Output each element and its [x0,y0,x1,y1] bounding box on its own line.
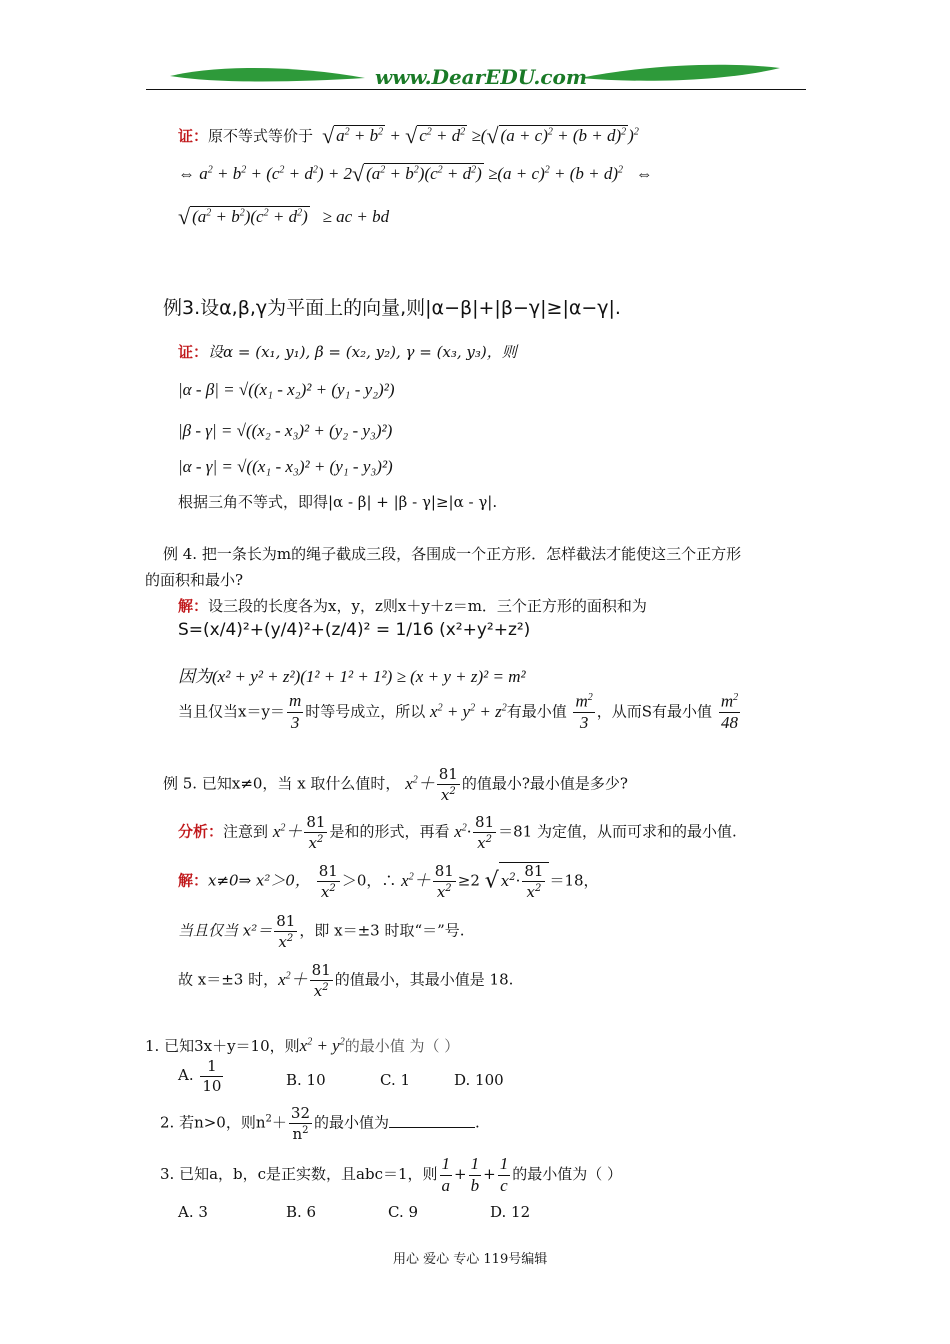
q3-option-c: C. 9 [388,1203,419,1221]
q1-option-a: A. $\frac{1}{10}$ [178,1057,222,1095]
proof-line-3: √ $(a^2 + b^2)(c^2 + d^2)$ ≥ ac + bd [178,204,390,229]
page-footer: 用心 爱心 专心 119号编辑 [393,1252,548,1267]
q3-option-b: B. 6 [286,1203,317,1221]
ex3-line-2: |α - β| = √((x₁ - x₂)² + (y₁ - y₂)²) [178,380,395,399]
ex4-line-2: S=(x/4)²+(y/4)²+(z/4)² = 1/16 (x²+y²+z²) [178,620,531,640]
header-rule [146,89,806,90]
ex4-title-1: 例 4. 把一条长为m的绳子截成三段，各围成一个正方形．怎样截法才能使这三个正方形 [163,545,742,563]
ex4-line-1: 解：设三段的长度各为x，y，z则x＋y＋z＝m．三个正方形的面积和为 [178,597,647,615]
proof-line-1: 证：原不等式等价于 √ $a^2 + b^2$ + √ $c^2 + d^2$ ≥(√ $(a + c)^2 + (b + d)^2$ )$^2$ [178,123,639,148]
left-leaf-swoosh [170,68,365,82]
q1-option-d: D. 100 [454,1071,504,1089]
q3-option-d: D. 12 [490,1203,531,1221]
ex3-title: 例3.设α,β,γ为平面上的向量,则|α−β|+|β−γ|≥|α−γ|. [163,297,621,319]
q1-option-c: C. 1 [380,1071,411,1089]
ex3-line-4: |α - γ| = √((x₁ - x₃)² + (y₁ - y₃)²) [178,457,393,476]
ex4-title-2: 的面积和最小? [145,571,244,589]
header-logo [160,58,790,92]
ex5-solution: 解：x≠0⇒ x²＞0， $\frac{81}{x^2}$ ＞0，∴ $x^2+$ $\frac{81}{x^2}$ ≥2 √ $x^2\cdot$ $\frac{81}{x^2}$ ＝18， [178,862,599,901]
right-leaf-swoosh [580,65,780,81]
q2-stem: 2. 若n>0，则$n^2+$ $\frac{32}{n^2}$ 的最小值为 . [160,1104,480,1143]
ex5-conclusion: 故 x＝±3 时，$x^2+$ $\frac{81}{x^2}$ 的值最小，其最小值是 18. [178,961,514,1000]
proof-line-2: ⇔ $a^2 + b^2 + (c^2 + d^2) + 2√$ $(a^2 + b^2)(c^2 + d^2) \ge(a + c)^2 + (b + d)^2$ ⇔ [178,161,653,186]
q3-option-a: A. 3 [178,1203,208,1221]
proof-label: 证： [178,127,209,145]
ex5-equality: 当且仅当 x²＝ $\frac{81}{x^2}$ ，即 x＝±3 时取“＝”号. [178,912,465,951]
ex5-title: 例 5. 已知x≠0，当 x 取什么值时， $x^2+$ $\frac{81}{x^2}$ 的值最小?最小值是多少? [163,765,628,804]
ex4-line-3: 因为(x² + y² + z²)(1² + 1² + 1²) ≥ (x + y + z)² = m² [178,667,526,686]
ex3-line-3: |β - γ| = √((x₂ - x₃)² + (y₂ - y₃)²) [178,421,393,440]
q2-answer-blank [389,1127,475,1128]
q1-option-b: B. 10 [286,1071,326,1089]
ex5-analysis: 分析：注意到 $x^2+$ $\frac{81}{x^2}$ 是和的形式，再看 $x^2\cdot$ $\frac{81}{x^2}$ ＝81 为定值，从而可求和的最小值. [178,813,737,852]
ex4-line-4: 当且仅当x＝y＝ $\frac{m}{3}$ 时等号成立，所以 $x^2 + y^2 + z^2$有最小值 $\frac{m^2}{3}$ ，从而S有最小值 $\frac{m^2}{48}$ [178,691,739,733]
q3-stem: 3. 已知a，b，c是正实数，且abc＝1，则 $\frac{1}{a}$ + $\frac{1}{b}$ + $\frac{1}{c}$ 的最小值为（ ） [160,1154,622,1195]
logo-text: www.DearEDU.com [375,65,588,89]
ex3-line-1: 证：设α = (x₁, y₁), β = (x₂, y₂), γ = (x₃, y₃)，则 [178,343,517,361]
q1-stem: 1. 已知3x＋y＝10，则$x^2 + y^2$的最小值 为（ ） [145,1036,460,1055]
ex3-line-5: 根据三角不等式，即得|α - β| + |β - γ|≥|α - γ|. [178,493,498,511]
